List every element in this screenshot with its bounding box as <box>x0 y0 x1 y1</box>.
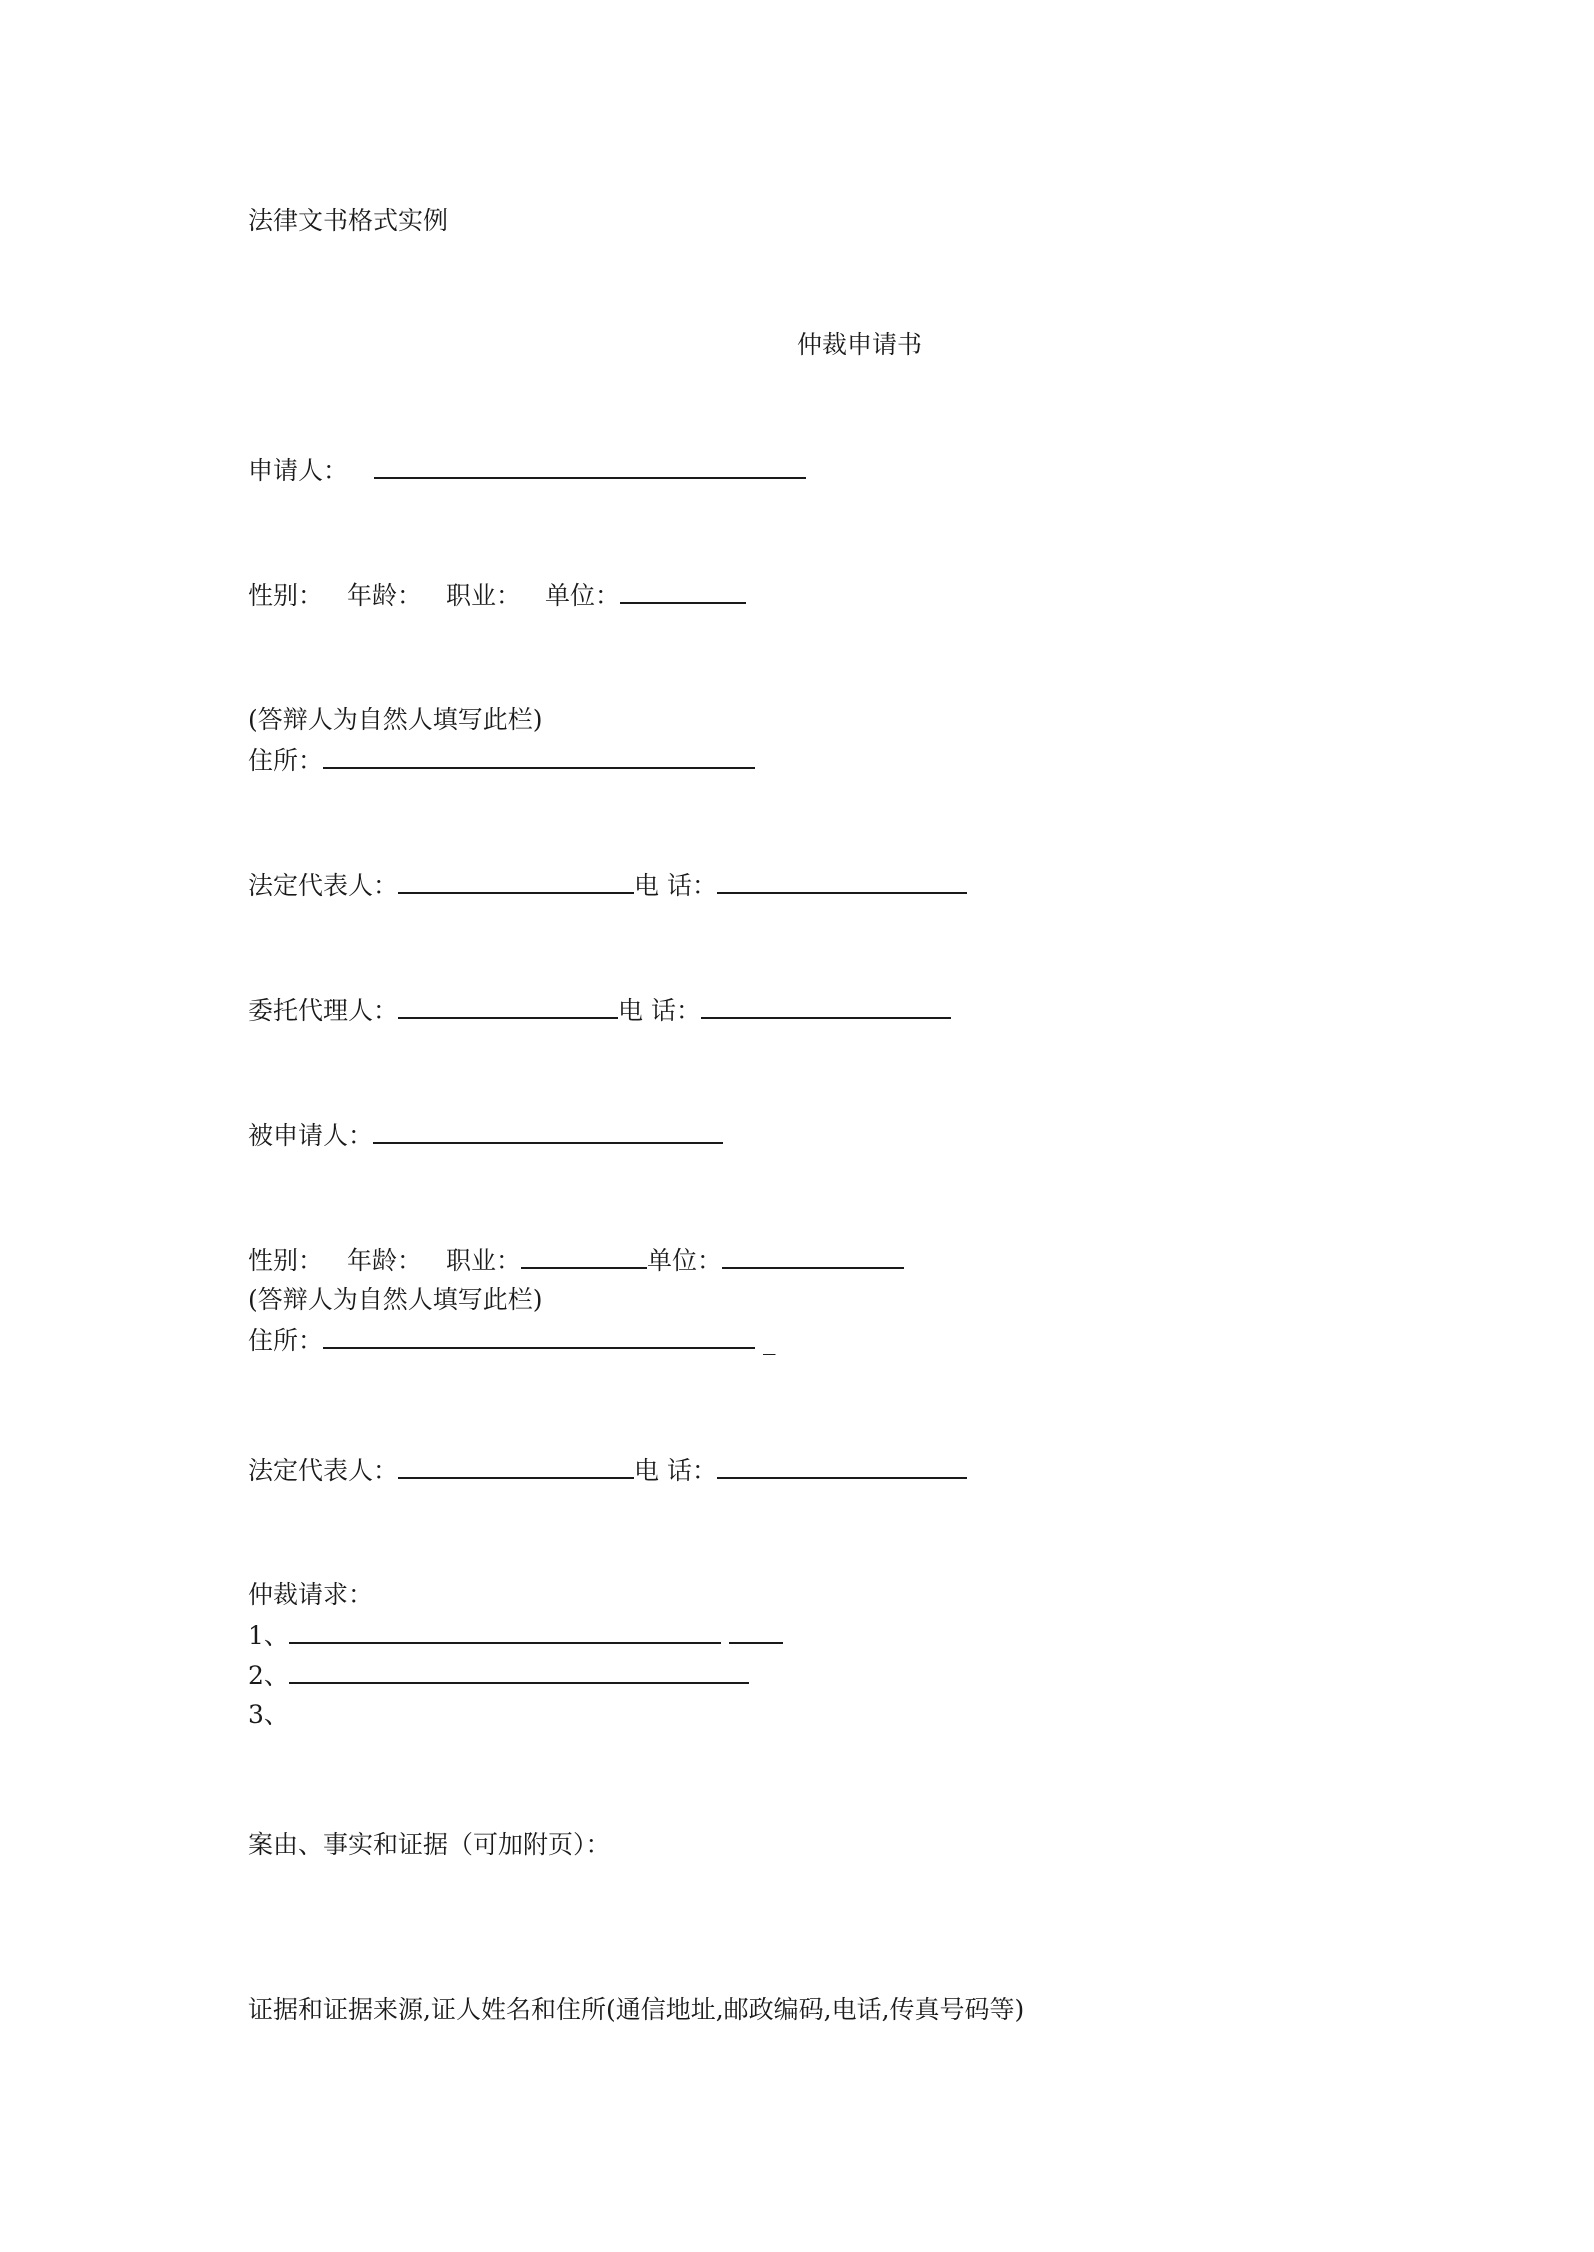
applicant-name-row <box>248 455 806 485</box>
applicant-address-field[interactable] <box>323 745 755 769</box>
evidence-label: 证据和证据来源,证人姓名和住所(通信地址,邮政编码,电话,传真号码等) <box>248 1995 1025 2024</box>
respondent-address-row <box>248 1325 776 1355</box>
document-title: 仲裁申请书 <box>796 330 922 359</box>
applicant-legal-rep-row <box>248 870 967 900</box>
applicant-legal-rep-field[interactable] <box>398 870 634 894</box>
claim-item-2-field[interactable] <box>289 1660 749 1684</box>
agent-field[interactable] <box>398 995 618 1019</box>
claim-item-1-number: 1、 <box>248 1621 289 1650</box>
applicant-name-label: 申请人： <box>248 456 349 485</box>
applicant-unit-field[interactable] <box>620 580 746 604</box>
applicant-name-field[interactable] <box>374 455 806 479</box>
respondent-note: (答辩人为自然人填写此栏) <box>248 1285 543 1314</box>
respondent-address-label: 住所： <box>248 1326 324 1355</box>
applicant-phone-field[interactable] <box>717 870 967 894</box>
respondent-name-label: 被申请人： <box>248 1121 374 1150</box>
agent-phone-field[interactable] <box>701 995 951 1019</box>
claim-item-2 <box>248 1660 749 1690</box>
claim-item-3-number: 3、 <box>248 1700 289 1729</box>
claim-item-1 <box>248 1620 783 1650</box>
agent-phone-label: 电 话： <box>618 996 701 1025</box>
applicant-address-label: 住所： <box>248 746 324 775</box>
claims-label: 仲裁请求： <box>248 1580 374 1609</box>
respondent-unit-field[interactable] <box>722 1245 904 1269</box>
respondent-info-row <box>248 1245 904 1275</box>
respondent-unit-label: 单位： <box>647 1246 723 1275</box>
respondent-name-field[interactable] <box>373 1120 723 1144</box>
respondent-phone-field[interactable] <box>717 1455 967 1479</box>
facts-label: 案由、事实和证据（可加附页）： <box>248 1830 611 1859</box>
respondent-occupation-label: 职业： <box>446 1246 522 1275</box>
respondent-gender-label: 性别： <box>248 1246 324 1275</box>
applicant-note: (答辩人为自然人填写此栏) <box>248 705 543 734</box>
applicant-phone-label: 电 话： <box>634 871 717 900</box>
claim-item-2-number: 2、 <box>248 1661 289 1690</box>
respondent-occupation-field[interactable] <box>521 1245 647 1269</box>
respondent-address-field[interactable] <box>323 1325 755 1349</box>
applicant-info-row <box>248 580 746 610</box>
applicant-occupation-label: 职业： <box>446 581 522 610</box>
applicant-address-row <box>248 745 755 775</box>
respondent-legal-rep-field[interactable] <box>398 1455 634 1479</box>
respondent-address-tail: _ <box>763 1326 776 1355</box>
claim-item-1-field[interactable] <box>289 1620 721 1644</box>
document-header: 法律文书格式实例 <box>248 206 449 235</box>
applicant-legal-rep-label: 法定代表人： <box>248 871 399 900</box>
agent-row <box>248 995 951 1025</box>
agent-label: 委托代理人： <box>248 996 399 1025</box>
applicant-age-label: 年龄： <box>347 581 423 610</box>
respondent-phone-label: 电 话： <box>634 1456 717 1485</box>
applicant-gender-label: 性别： <box>248 581 324 610</box>
claim-item-1-field-tail[interactable] <box>729 1620 783 1644</box>
respondent-legal-rep-row <box>248 1455 967 1485</box>
respondent-legal-rep-label: 法定代表人： <box>248 1456 399 1485</box>
respondent-name-row <box>248 1120 723 1150</box>
claim-item-3 <box>248 1700 289 1730</box>
respondent-age-label: 年龄： <box>347 1246 423 1275</box>
applicant-unit-label: 单位： <box>545 581 621 610</box>
